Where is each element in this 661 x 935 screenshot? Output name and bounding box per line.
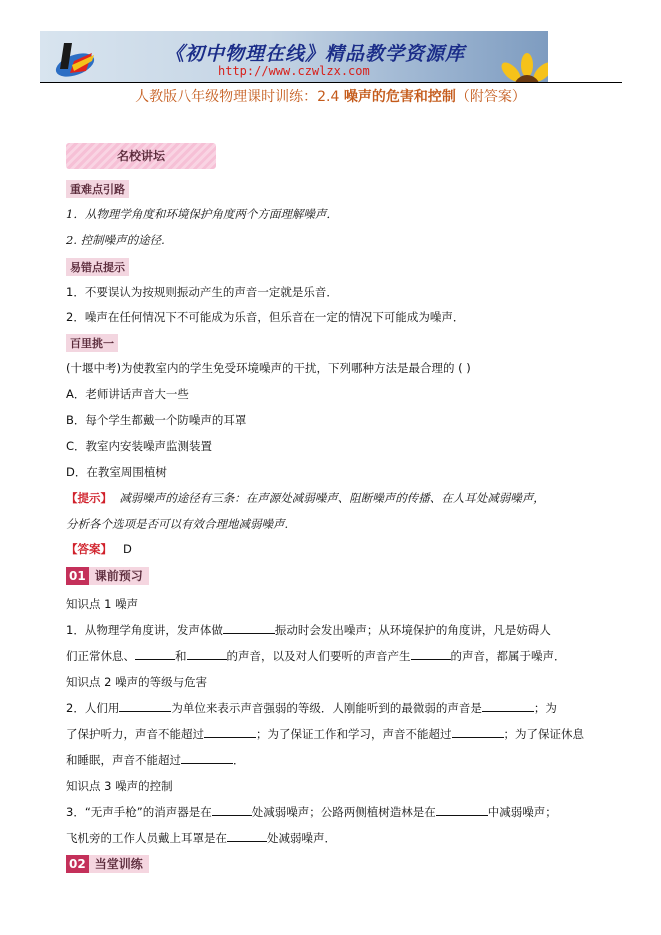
knowledge-point-2: 知识点 2 噪声的等级与危害 <box>66 675 208 689</box>
option-c: C．教室内安装噪声监测装置 <box>66 439 213 453</box>
answer-line <box>66 541 132 557</box>
sunflower-icon <box>492 53 548 82</box>
option-d: D．在教室周围植树 <box>66 465 167 479</box>
question-2-line-1: 2．人们用 为单位来表示声音强弱的等级．人刚能听到的最微弱的声音是 ；为 <box>66 701 557 715</box>
header-banner <box>40 31 548 82</box>
hint-line-2: 分析各个选项是否可以有效合理地减弱噪声. <box>66 517 289 531</box>
answer-blank[interactable] <box>135 648 175 660</box>
mistakes-tag: 易错点提示 <box>66 258 129 276</box>
answer-blank[interactable] <box>482 700 534 712</box>
question-1-line-1: 1．从物理学角度讲，发声体做 振动时会发出噪声；从环境保护的角度讲，凡是妨碍人 <box>66 623 551 637</box>
answer-blank[interactable] <box>212 804 252 816</box>
header-divider <box>40 82 622 83</box>
question-1-line-2: 们正常休息、 和 的声音，以及对人们要听的声音产生 的声音，都属于噪声． <box>66 649 566 663</box>
answer-blank[interactable] <box>181 752 233 764</box>
question-3-line-1: 3．“无声手枪”的消声器是在 处减弱噪声；公路两侧植树造林是在 中减弱噪声； <box>66 805 557 819</box>
answer-blank[interactable] <box>436 804 488 816</box>
answer-blank[interactable] <box>204 726 256 738</box>
page-title: 人教版八年级物理课时训练：2.4 噪声的危害和控制（附答案） <box>135 89 526 105</box>
site-logo-icon <box>52 35 98 79</box>
banner-url[interactable]: http://www.czwlzx.com <box>218 64 370 78</box>
key-points-tag: 重难点引路 <box>66 180 129 198</box>
section-02-header: 02 当堂训练 <box>66 855 149 873</box>
key-point-2: 2. 控制噪声的途径. <box>66 233 165 247</box>
mistake-1: 1．不要误认为按规则振动产生的声音一定就是乐音． <box>66 285 338 299</box>
hint-text-1: 减弱噪声的途径有三条：在声源处减弱噪声、阻断噪声的传播、在人耳处减弱噪声， <box>119 491 545 505</box>
section-01-header: 01 课前预习 <box>66 567 149 585</box>
option-b: B．每个学生都戴一个防噪声的耳罩 <box>66 413 247 427</box>
question-2-line-2: 了保护听力，声音不能超过 ；为了保证工作和学习，声音不能超过 ；为了保证休息 <box>66 727 584 741</box>
answer-blank[interactable] <box>223 622 275 634</box>
section-banner: 名校讲坛 <box>66 143 216 169</box>
knowledge-point-3: 知识点 3 噪声的控制 <box>66 779 173 793</box>
question-2-line-3: 和睡眠，声音不能超过 ． <box>66 753 245 767</box>
answer-value: D <box>122 542 132 556</box>
hint-line-1 <box>66 490 545 506</box>
answer-blank[interactable] <box>119 700 171 712</box>
practice-question: (十堰中考)为使教室内的学生免受环境噪声的干扰，下列哪种方法是最合理的 ( ) <box>66 361 471 375</box>
banner-title: 《初中物理在线》精品教学资源库 <box>165 43 466 65</box>
practice-tag: 百里挑一 <box>66 334 118 352</box>
option-a: A．老师讲话声音大一些 <box>66 387 189 401</box>
answer-blank[interactable] <box>187 648 227 660</box>
answer-blank[interactable] <box>227 830 267 842</box>
hint-label: 【提示】 <box>66 491 112 505</box>
question-3-line-2: 飞机旁的工作人员戴上耳罩是在 处减弱噪声． <box>66 831 336 845</box>
key-point-1: 1．从物理学角度和环境保护角度两个方面理解噪声． <box>66 207 338 221</box>
answer-blank[interactable] <box>411 648 451 660</box>
knowledge-point-1: 知识点 1 噪声 <box>66 597 139 611</box>
answer-blank[interactable] <box>452 726 504 738</box>
answer-label: 【答案】 <box>66 542 112 556</box>
mistake-2: 2．噪声在任何情况下不可能成为乐音，但乐音在一定的情况下可能成为噪声． <box>66 310 465 324</box>
